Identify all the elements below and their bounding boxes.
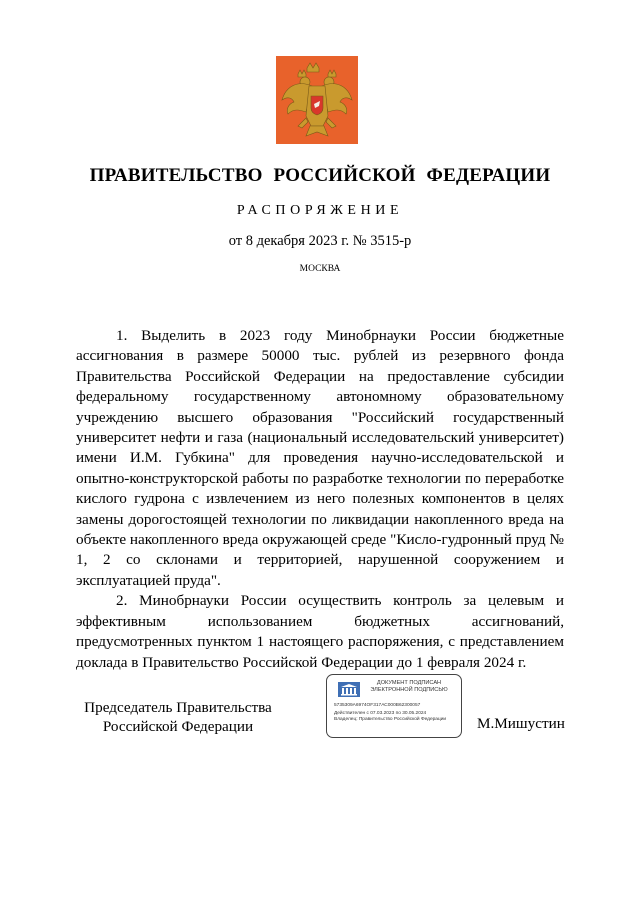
document-date-number: от 8 декабря 2023 г. № 3515-р (228, 233, 412, 249)
stamp-owner: Владелец: Правительство Российской Федерации (334, 717, 447, 722)
stamp-certificate: 5735309А6974ОF317АС000В62300057 (334, 703, 421, 708)
paragraph-1: 1. Выделить в 2023 году Минобрнауки России бюджетные ассигнования в размере 50000 тыс. рублей из резервного фонда Правительства Российской Федерации на предоставление субсидии федеральному государственному автономному образовательному учреждению высшего образования "Российский государственный университет нефти и газа (национальный исследовательский университет) имени И.М. Губкина" для проведения научно-исследовательской и опытно-конструкторской работы по разработке технологии по переработке кислого гудрона с извлечением из него полезных компонентов в целях замены дорогостоящей технологии по ликвидации накопленного вреда на объекте накопленного вреда окружающей среде "Кисло-гудронный пруд № 1, 2 со склонами и территорией, нарушенной сооружением и эксплуатацией пруда". (76, 327, 564, 589)
document-type: РАСПОРЯЖЕНИЕ (236, 203, 404, 218)
electronic-signature-stamp (326, 674, 462, 738)
stamp-title: ДОКУМЕНТ ПОДПИСАН ЭЛЕКТРОННОЙ ПОДПИСЬЮ (370, 680, 448, 693)
paragraph-2: 2. Минобрнауки России осуществить контроль за целевым и эффективным использованием бюджетных ассигнований, предусмотренных пунктом 1 настоящего распоряжения, с представлением доклада в Правительство Российской Федерации до 1 февраля 2024 г. (76, 592, 564, 671)
signatory-title-line1: Председатель Правительства (84, 699, 272, 716)
document-city: МОСКВА (299, 264, 341, 274)
stamp-validity: Действителен с 07.03.2023 по 30.05.2024 (334, 711, 427, 716)
signatory-title-line2: Российской Федерации (102, 718, 254, 735)
document-body (76, 326, 564, 673)
russian-coat-of-arms-icon (276, 56, 358, 144)
government-title: ПРАВИТЕЛЬСТВО РОССИЙСКОЙ ФЕДЕРАЦИИ (89, 165, 551, 186)
signatory-title (78, 698, 278, 736)
signatory-name: М.Мишустин (477, 715, 565, 732)
